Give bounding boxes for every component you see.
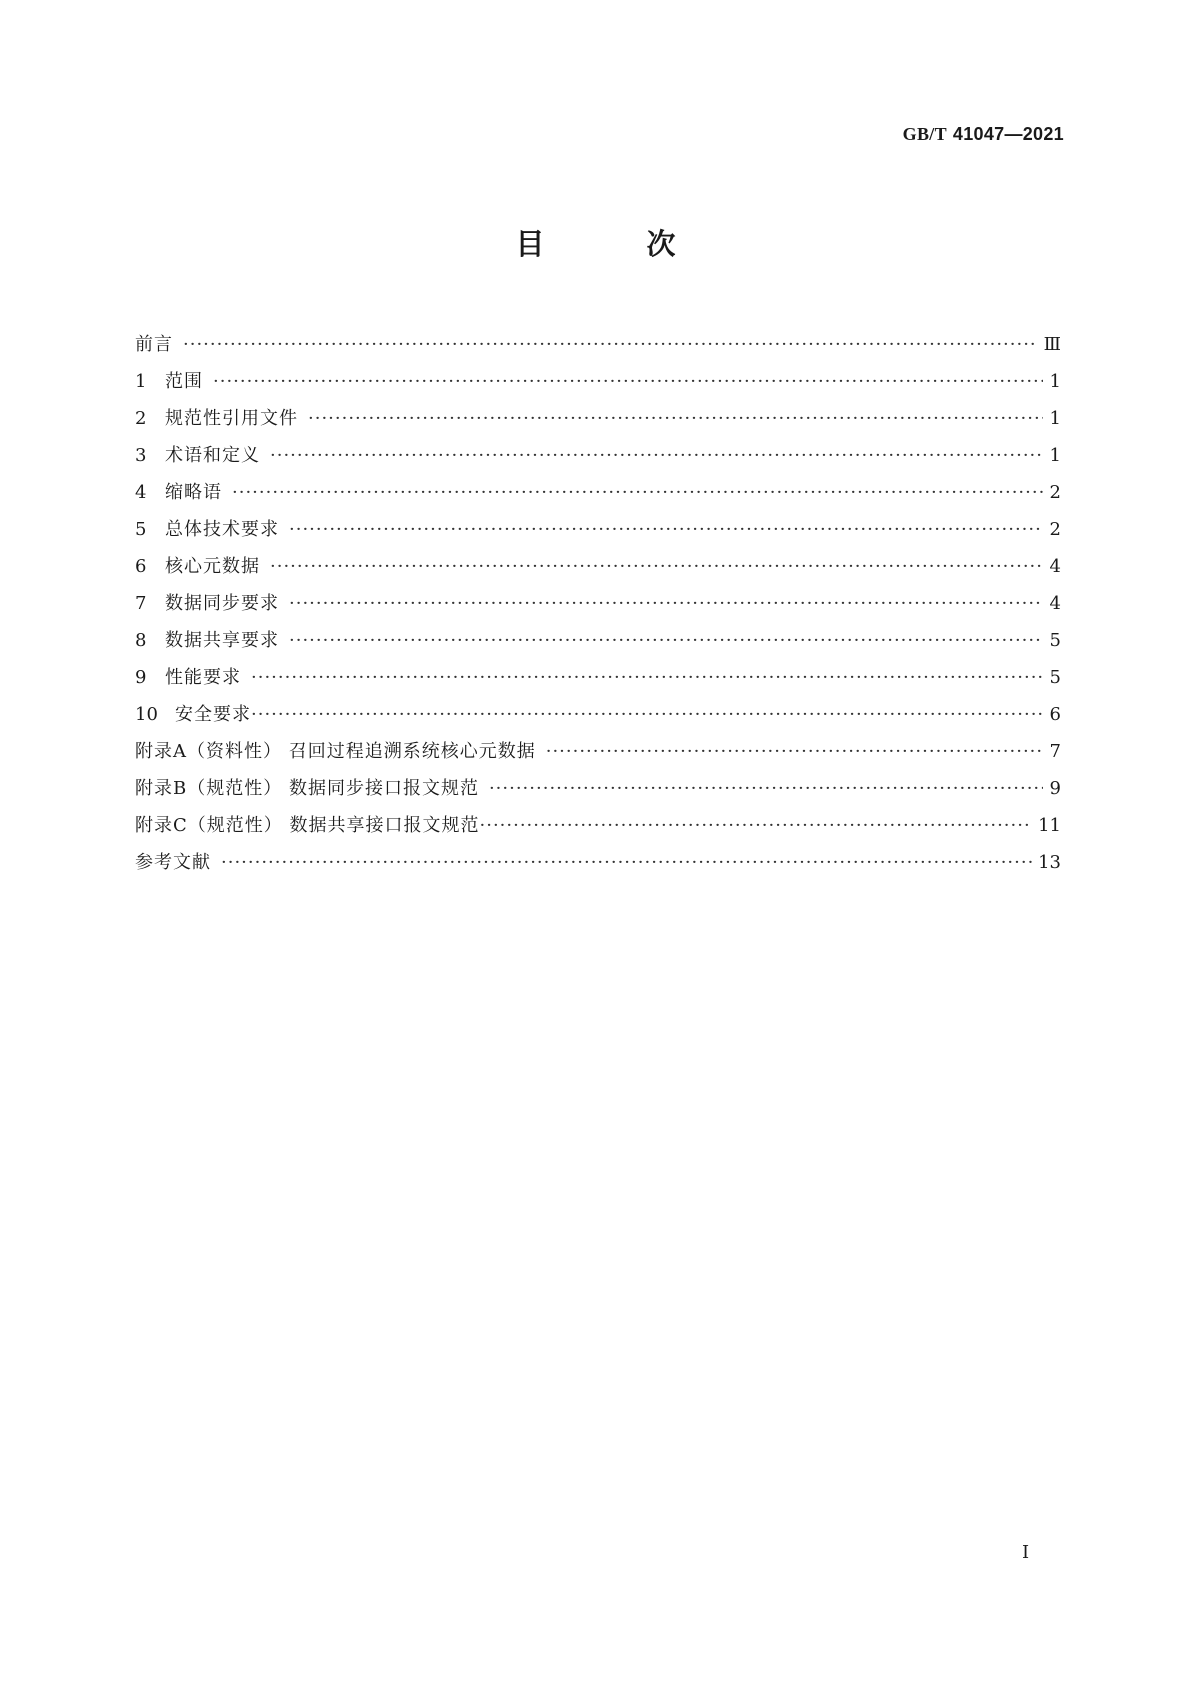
toc-label: 术语和定义	[165, 445, 260, 466]
toc-number: 4	[135, 482, 147, 503]
toc-entry-1[interactable]	[135, 363, 1061, 400]
toc-page: 2	[1049, 482, 1061, 503]
toc-entry-3[interactable]	[135, 437, 1061, 474]
toc-page: 1	[1049, 445, 1061, 466]
page-number: Ⅰ	[1022, 1542, 1030, 1563]
toc-entry-references[interactable]	[135, 844, 1061, 881]
toc-entry-annex-c[interactable]	[135, 807, 1061, 844]
toc-label: 范围	[165, 371, 203, 392]
toc-page: 1	[1049, 408, 1061, 429]
toc-page: 7	[1049, 741, 1061, 762]
toc-page: Ⅲ	[1043, 334, 1061, 355]
toc-page: 5	[1049, 630, 1061, 651]
toc-page: 4	[1049, 556, 1061, 577]
toc-label: 规范性引用文件	[165, 408, 298, 429]
toc-label: 安全要求	[175, 704, 251, 725]
toc-label: 附录A（资料性） 召回过程追溯系统核心元数据	[135, 741, 536, 762]
toc-page: 6	[1049, 704, 1061, 725]
toc-label: 附录C（规范性） 数据共享接口报文规范	[135, 815, 480, 836]
toc-entry-7[interactable]	[135, 585, 1061, 622]
toc-label: 附录B（规范性） 数据同步接口报文规范	[135, 778, 479, 799]
dot-leader	[546, 733, 1043, 770]
dot-leader	[270, 437, 1043, 474]
toc-entry-2[interactable]	[135, 400, 1061, 437]
toc-entry-foreword[interactable]	[135, 326, 1061, 363]
toc-number: 8	[135, 630, 147, 651]
dot-leader	[221, 844, 1032, 881]
toc-page: 9	[1049, 778, 1061, 799]
toc-label: 数据同步要求	[165, 593, 279, 614]
dot-leader	[270, 548, 1043, 585]
toc-entry-9[interactable]	[135, 659, 1061, 696]
toc-number: 7	[135, 593, 147, 614]
toc-entry-4[interactable]	[135, 474, 1061, 511]
toc-label: 性能要求	[165, 667, 241, 688]
toc-label: 前言	[135, 334, 173, 355]
dot-leader	[289, 511, 1043, 548]
page-title: 目 次	[515, 227, 722, 261]
toc-label: 核心元数据	[165, 556, 260, 577]
toc-label: 数据共享要求	[165, 630, 279, 651]
toc-entry-8[interactable]	[135, 622, 1061, 659]
toc-entry-annex-b[interactable]	[135, 770, 1061, 807]
toc-label: 参考文献	[135, 852, 211, 873]
toc-page: 2	[1049, 519, 1061, 540]
toc-label: 总体技术要求	[165, 519, 279, 540]
toc-label: 缩略语	[165, 482, 222, 503]
dot-leader	[251, 696, 1043, 733]
dot-leader	[183, 326, 1038, 363]
toc-number: 1	[135, 371, 147, 392]
standard-prefix: GB/T	[902, 124, 947, 144]
toc-entry-annex-a[interactable]	[135, 733, 1061, 770]
toc-page: 4	[1049, 593, 1061, 614]
dot-leader	[308, 400, 1043, 437]
dot-leader	[213, 363, 1043, 400]
dot-leader	[289, 622, 1043, 659]
toc-number: 3	[135, 445, 147, 466]
toc-entry-6[interactable]	[135, 548, 1061, 585]
toc-page: 11	[1038, 815, 1061, 836]
toc-number: 2	[135, 408, 147, 429]
toc-entry-10[interactable]	[135, 696, 1061, 733]
dot-leader	[232, 474, 1043, 511]
table-of-contents	[135, 326, 1061, 881]
toc-number: 10	[135, 704, 158, 725]
standard-number: 41047—2021	[952, 124, 1064, 144]
toc-number: 6	[135, 556, 147, 577]
toc-number: 9	[135, 667, 147, 688]
toc-number: 5	[135, 519, 147, 540]
dot-leader	[489, 770, 1043, 807]
toc-page: 5	[1049, 667, 1061, 688]
toc-page: 13	[1038, 852, 1061, 873]
dot-leader	[480, 807, 1033, 844]
dot-leader	[289, 585, 1043, 622]
dot-leader	[251, 659, 1043, 696]
toc-page: 1	[1049, 371, 1061, 392]
standard-code	[903, 124, 1064, 145]
toc-entry-5[interactable]	[135, 511, 1061, 548]
